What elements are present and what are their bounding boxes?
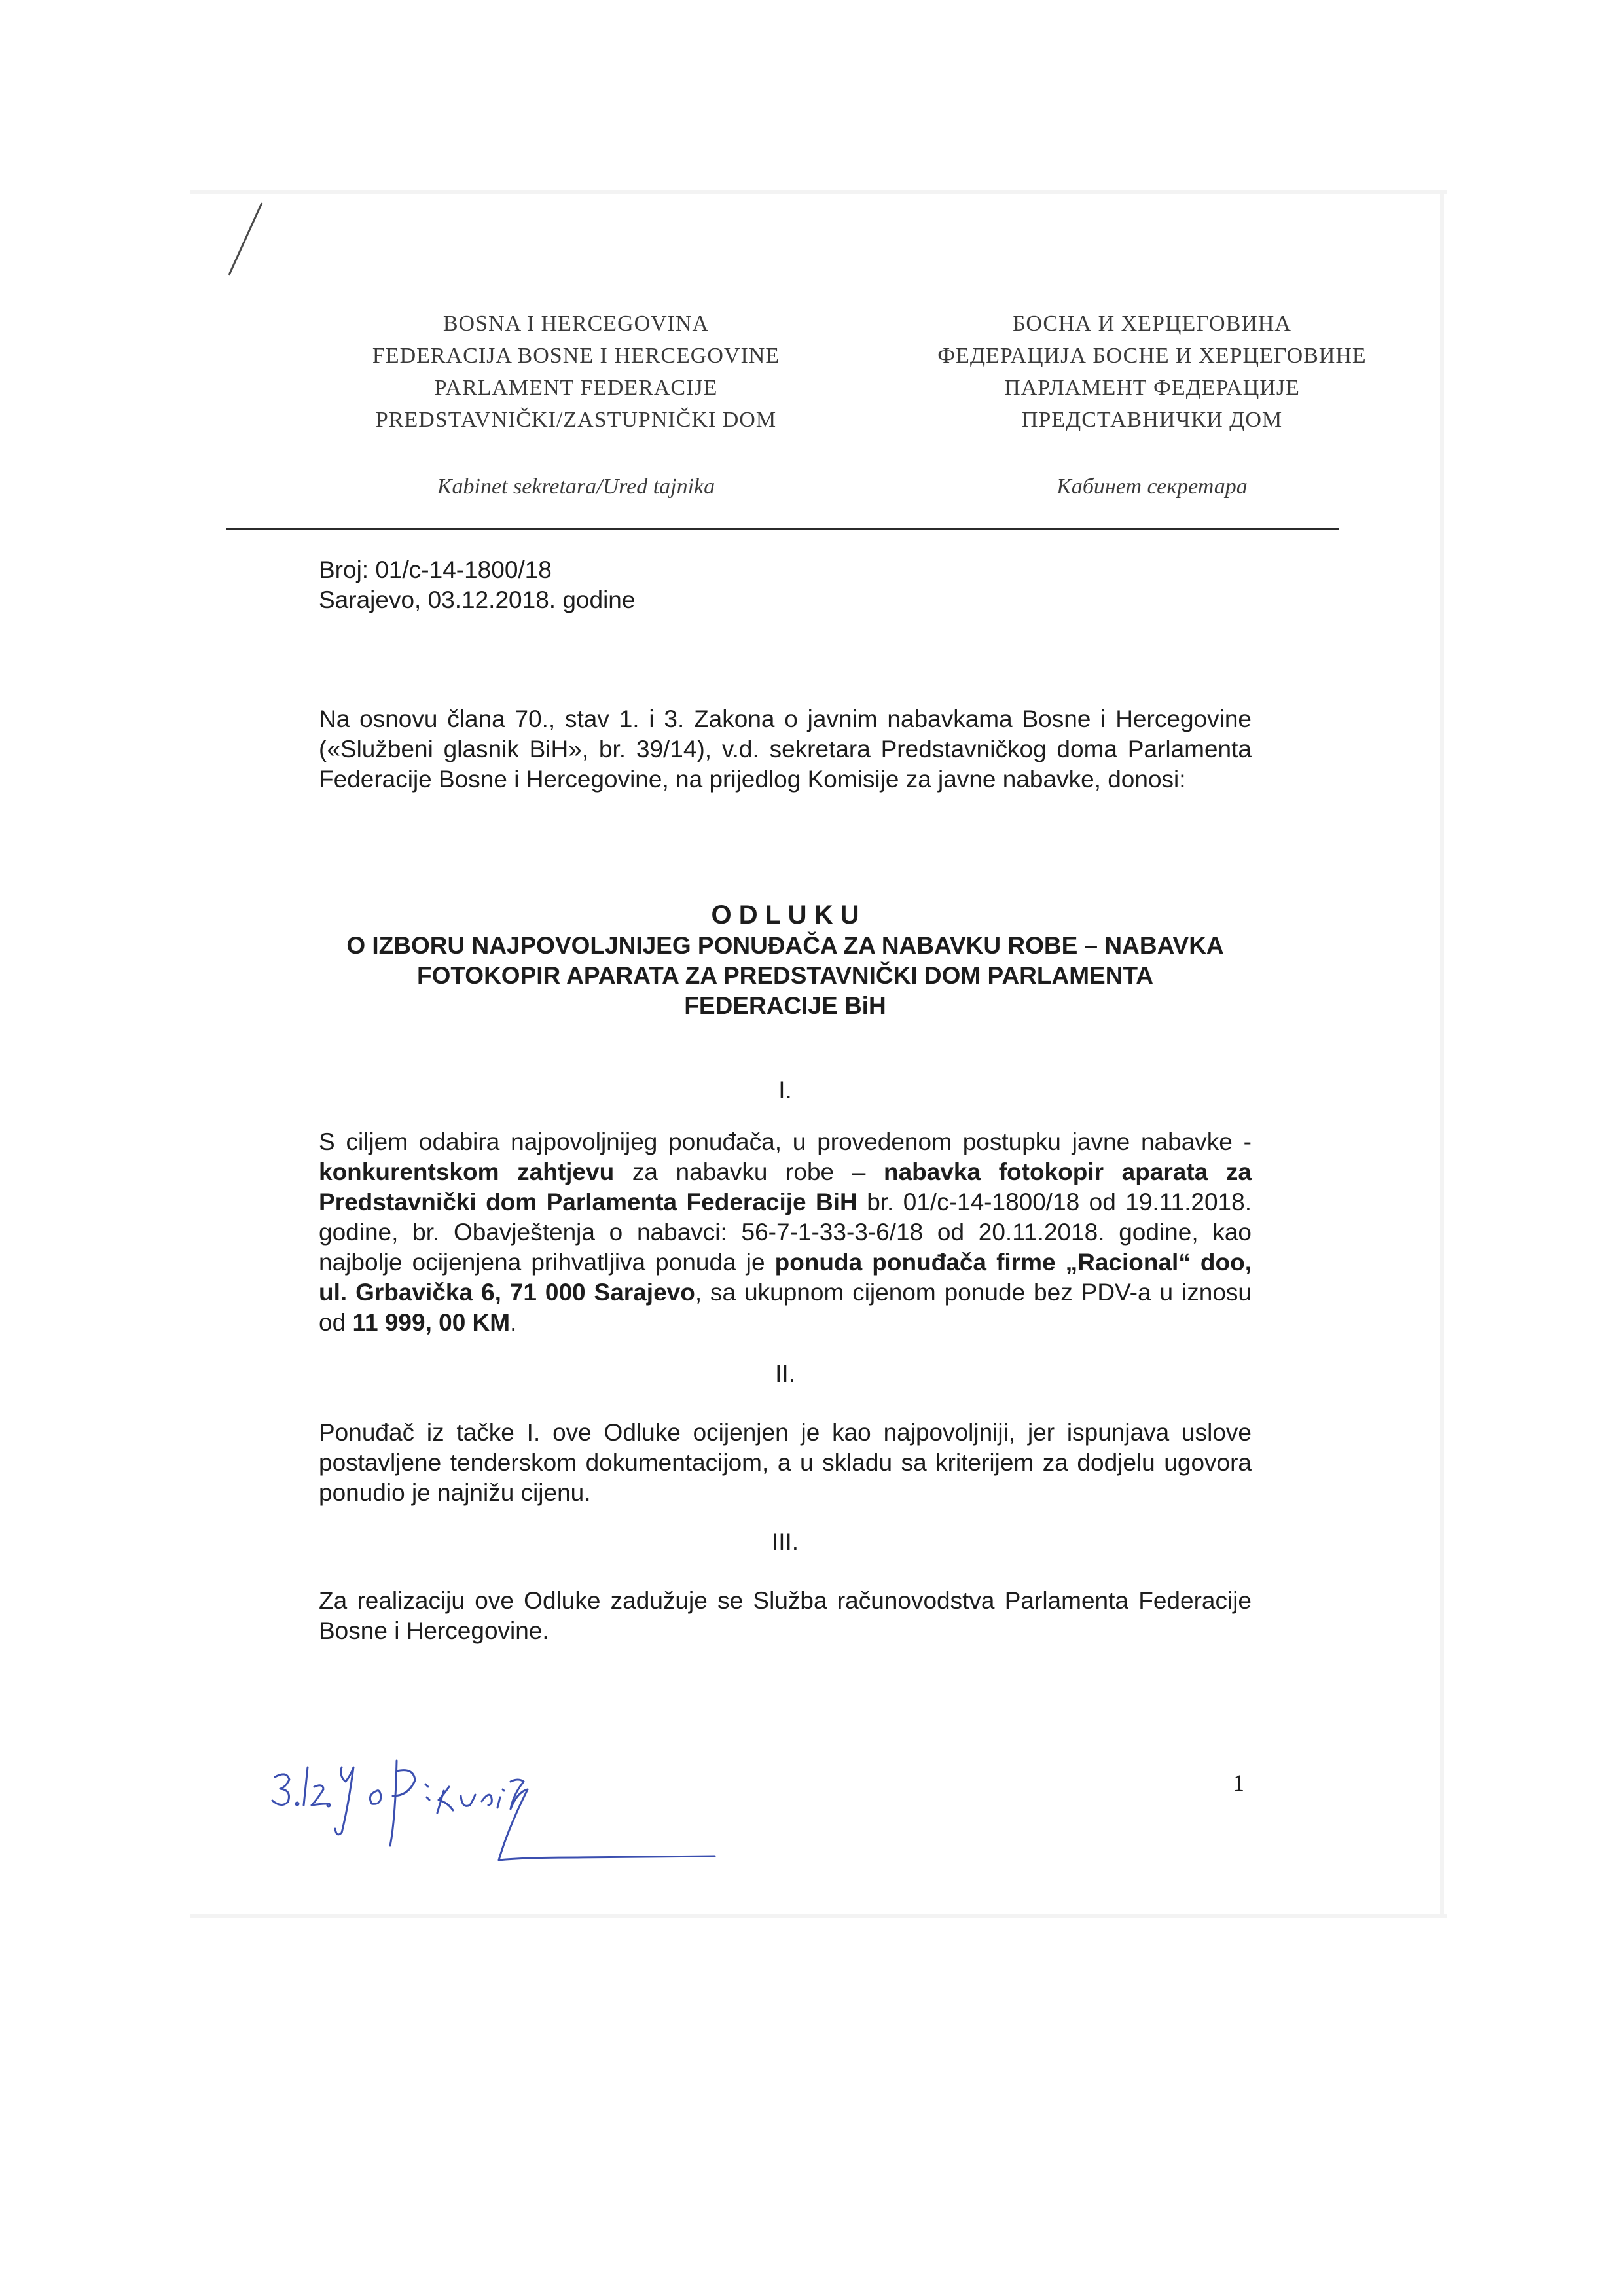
section-1-text-e: . [510, 1309, 517, 1336]
section-1-numeral: I. [778, 1077, 792, 1103]
document-meta [319, 555, 635, 615]
section-1-text-d: , sa ukupnom cijenom ponude bez PDV-a u iznosu od [319, 1279, 1252, 1336]
section-3-paragraph: Za realizaciju ove Odluke zadužuje se Služba računovodstva Parlamenta Federacije Bosne i Hercegovine. [319, 1587, 1252, 1644]
header-left-office: Kabinet sekretara/Ured tajnika [437, 475, 715, 499]
handwritten-note [190, 1741, 746, 1892]
header-right-line-2: ФЕДЕРАЦИЈА БОСНЕ И ХЕРЦЕГОВИНЕ [937, 344, 1367, 368]
header-right-line-4: ПРЕДСТАВНИЧКИ ДОМ [1021, 408, 1283, 432]
decision-title-line-3: FEDERACIJE BiH [684, 992, 886, 1019]
section-1-paragraph [319, 1127, 1252, 1338]
scan-edge-right [1440, 190, 1444, 1918]
section-1-amount: 11 999, 00 KM [352, 1309, 511, 1336]
header-right [857, 308, 1447, 436]
header-right-office: Кабинет секретара [1056, 475, 1248, 499]
header-left [281, 308, 871, 436]
decision-title-line-2: FOTOKOPIR APARATA ZA PREDSTAVNIČKI DOM PARLAMENTA [416, 962, 1154, 989]
pen-stroke-mark [216, 196, 275, 281]
header-left-line-3: PARLAMENT FEDERACIJE [434, 376, 718, 400]
header-right-line-3: ПАРЛАМЕНТ ФЕДЕРАЦИЈЕ [1004, 376, 1300, 400]
intro-paragraph: Na osnovu člana 70., stav 1. i 3. Zakona o javnim nabavkama Bosne i Hercegovine («Službeni glasnik BiH», br. 39/14), v.d. sekretara Predstavničkog doma Parlamenta Federacije Bosne i Hercegovine, na prijedlog Komisije za javne nabavke, donosi: [319, 706, 1252, 793]
scan-edge-bottom [190, 1914, 1447, 1918]
header-left-line-4: PREDSTAVNIČKI/ZASTUPNIČKI DOM [375, 408, 777, 432]
section-1-text-a: S ciljem odabira najpovoljnijeg ponuđača, u provedenom postupku javne nabavke - [319, 1128, 1252, 1155]
document-number: Broj: 01/c-14-1800/18 [319, 556, 552, 583]
scan-edge-top [190, 190, 1447, 194]
header-left-line-1: BOSNA I HERCEGOVINA [442, 312, 710, 336]
section-1-bidder: ponuda ponuđača firme „Racional“ doo, ul. Grbavička 6, 71 000 Sarajevo [319, 1249, 1252, 1306]
section-2-paragraph: Ponuđač iz tačke I. ove Odluke ocijenjen je kao najpovoljniji, jer ispunjava uslove postavljene tenderskom dokumentacijom, a u skladu sa kriterijem za dodjelu ugovora ponudio je najnižu cijenu. [319, 1419, 1252, 1506]
section-1-subject: nabavka fotokopir aparata za Predstavnički dom Parlamenta Federacije BiH [319, 1158, 1252, 1215]
section-3-numeral: III. [771, 1528, 799, 1555]
section-1-text-b: za nabavku robe – [614, 1158, 884, 1185]
section-1-text-c: br. 01/c-14-1800/18 od 19.11.2018. godine, br. Obavještenja o nabavci: 56-7-1-33-3-6/18 od 20.11.2018. godine, kao najbolje ocijenjena prihvatljiva ponuda je [319, 1189, 1252, 1276]
decision-heading: O D L U K U [711, 901, 859, 929]
document-place-date: Sarajevo, 03.12.2018. godine [319, 586, 636, 613]
header-left-line-2: FEDERACIJA BOSNE I HERCEGOVINE [372, 344, 780, 368]
section-1-procedure: konkurentskom zahtjevu [319, 1158, 615, 1185]
header-right-line-1: БОСНА И ХЕРЦЕГОВИНА [1013, 312, 1291, 336]
header-rule [226, 528, 1339, 530]
section-2-numeral: II. [775, 1360, 795, 1387]
decision-title-line-1: O IZBORU NAJPOVOLJNIJEG PONUĐAČA ZA NABAVKU ROBE – NABAVKA [346, 932, 1224, 959]
page-number: 1 [1233, 1770, 1244, 1796]
